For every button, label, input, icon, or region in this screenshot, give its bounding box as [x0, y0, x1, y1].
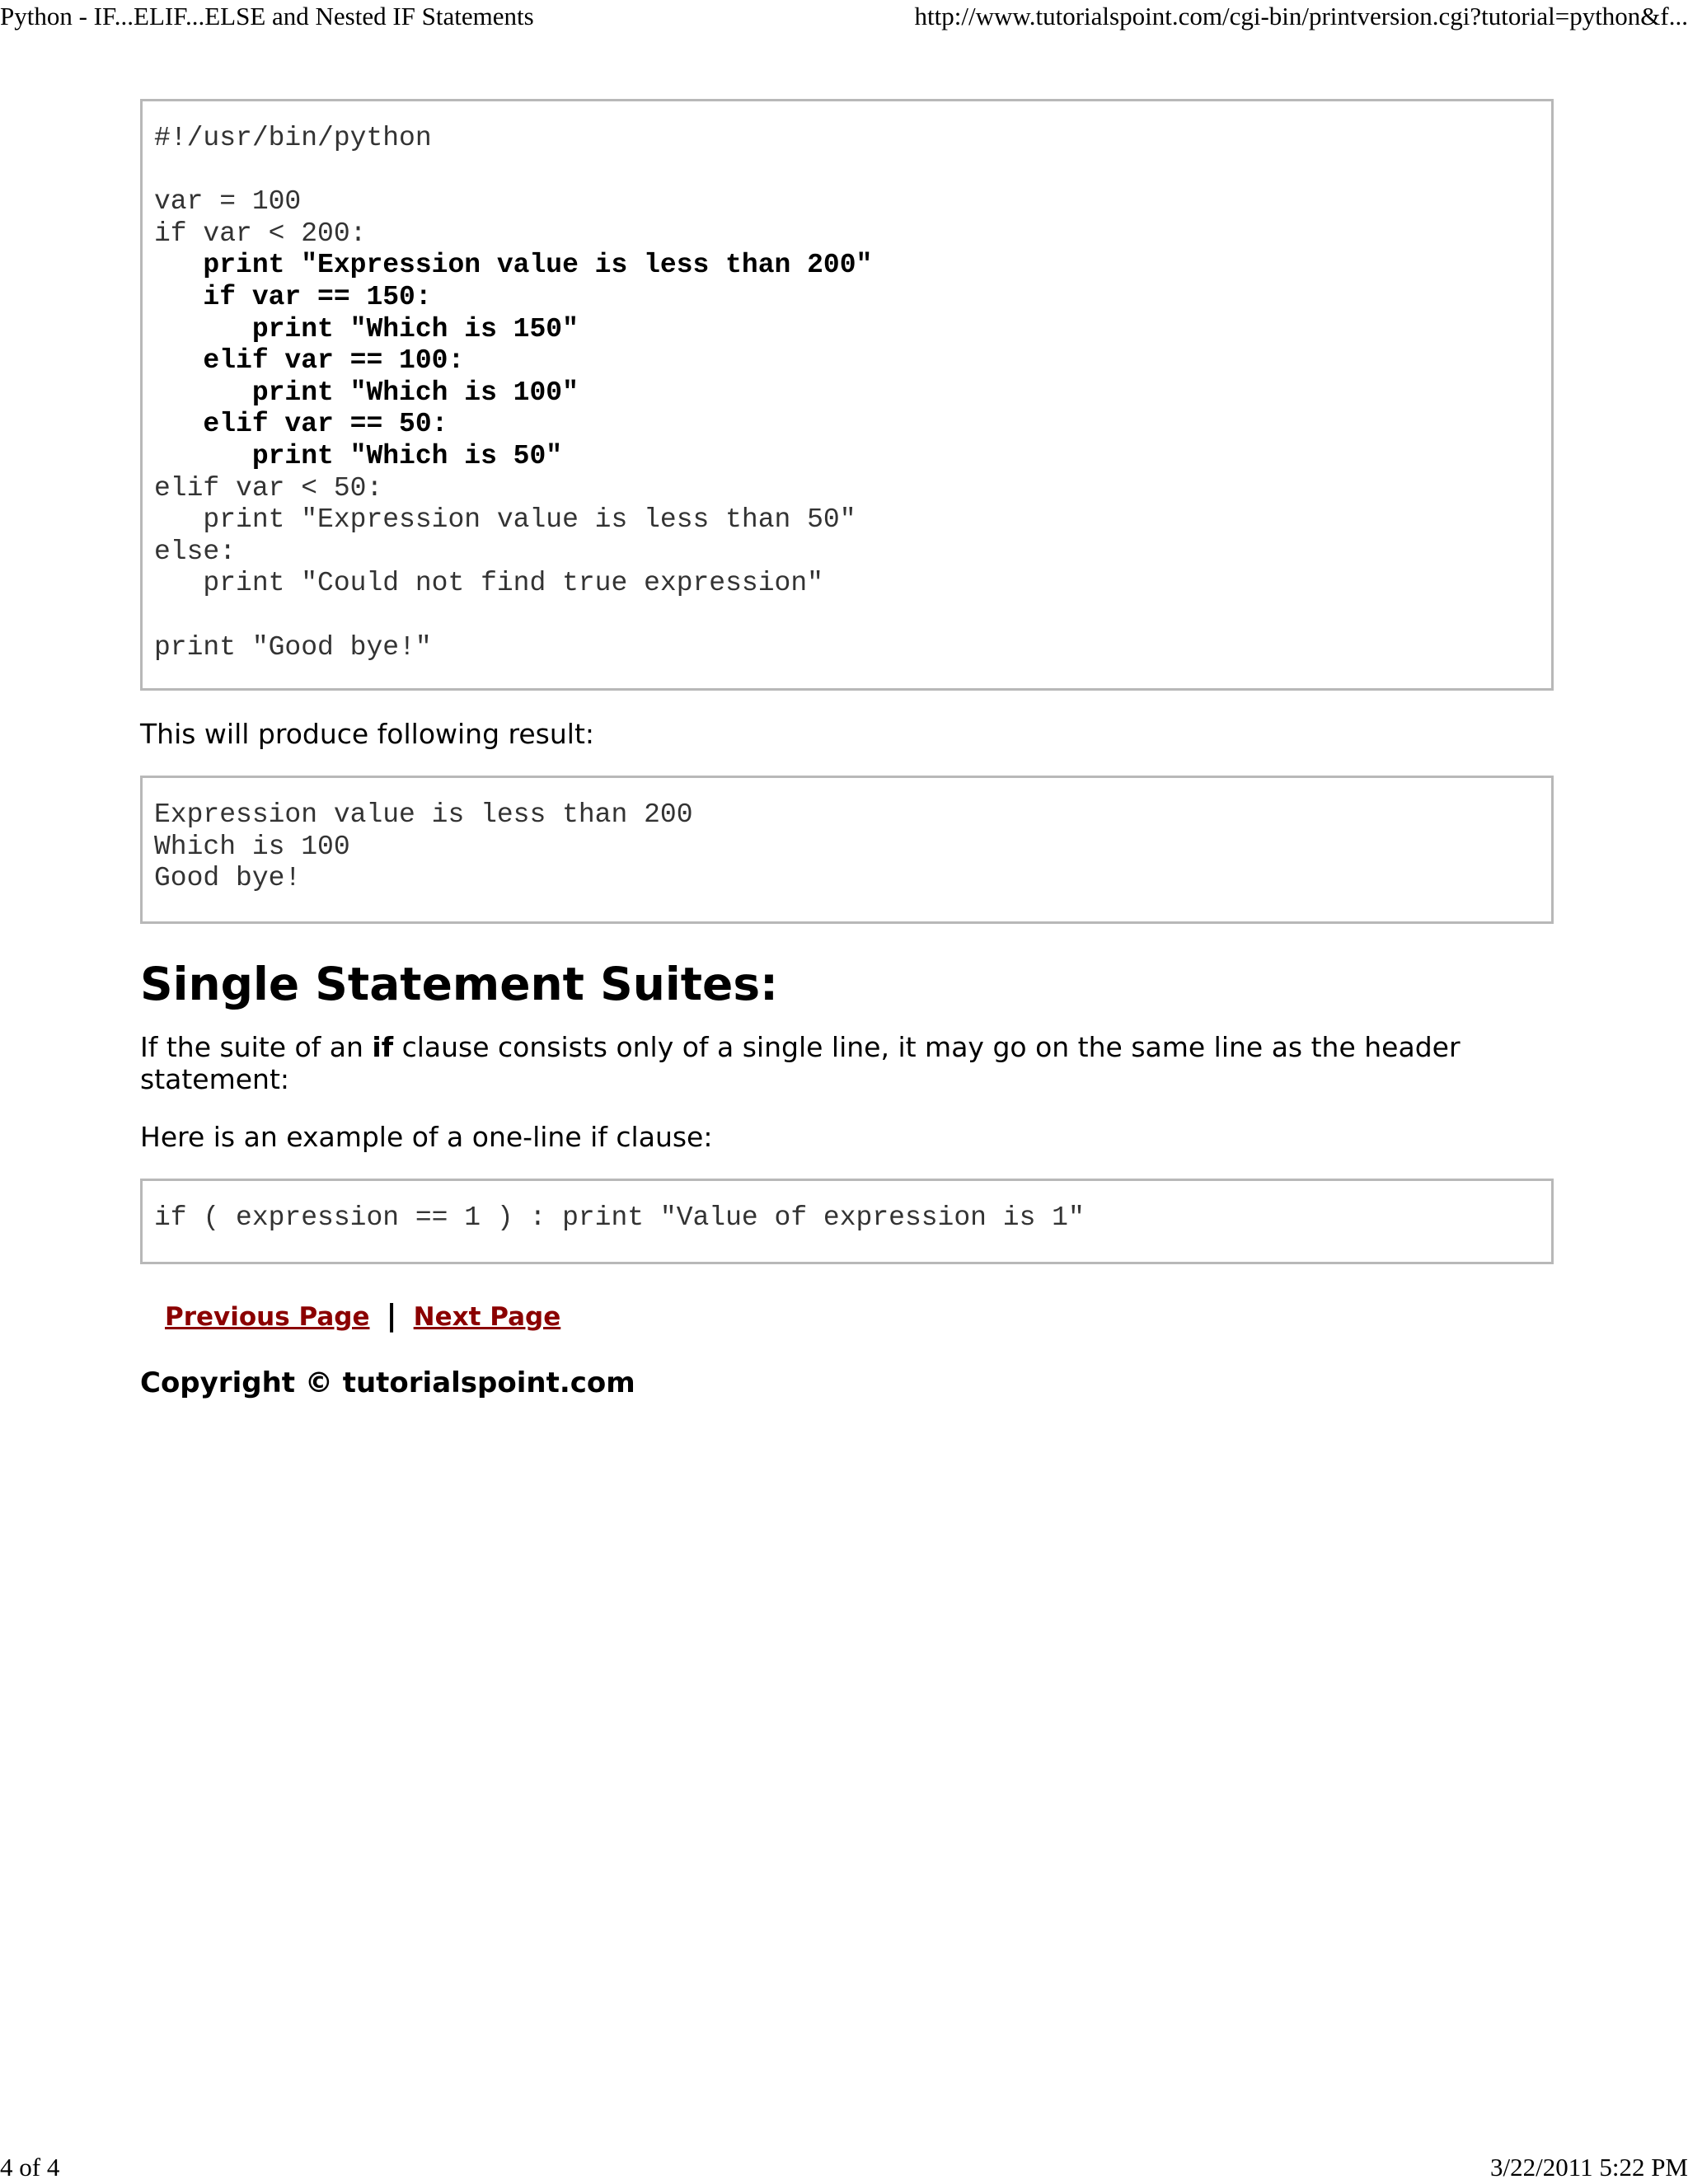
code-line: if var < 200: — [154, 218, 367, 249]
code-line: print "Which is 100" — [154, 377, 579, 408]
copyright-notice: Copyright © tutorialspoint.com — [140, 1366, 635, 1399]
code-line: else: — [154, 536, 237, 567]
print-header — [0, 0, 1688, 33]
code-line: #!/usr/bin/python — [154, 123, 432, 153]
page-count: 4 of 4 — [0, 2153, 60, 2182]
nav-separator: | — [386, 1299, 397, 1333]
code-line: print "Expression value is less than 50" — [154, 504, 856, 536]
code-line: var = 100 — [154, 186, 302, 218]
paragraph-text: If the suite of an — [140, 1031, 373, 1063]
code-block-main — [140, 99, 1554, 691]
page-title: Python - IF...ELIF...ELSE and Nested IF Statements — [0, 2, 534, 30]
code-line: print "Good bye!" — [154, 631, 432, 663]
code-line: if var == 150: — [154, 281, 432, 312]
code-line — [154, 600, 1540, 632]
paragraph-keyword: if — [372, 1031, 394, 1063]
print-timestamp: 3/22/2011 5:22 PM — [1490, 2153, 1688, 2182]
print-footer — [0, 2151, 1688, 2184]
code-line: elif var < 50: — [154, 472, 383, 504]
code-line: print "Could not find true expression" — [154, 568, 823, 599]
code-line: if ( expression == 1 ) : print "Value of expression is 1" — [154, 1202, 1085, 1233]
code-line: Expression value is less than 200 — [154, 799, 693, 830]
result-intro-text: This will produce following result: — [140, 718, 595, 750]
code-line: Which is 100 — [154, 831, 350, 862]
previous-page-link[interactable]: Previous Page — [165, 1302, 370, 1332]
section-heading: Single Statement Suites: — [140, 958, 779, 1010]
next-page-link[interactable]: Next Page — [413, 1302, 561, 1332]
code-line: elif var == 100: — [154, 345, 465, 377]
article-content — [140, 99, 1554, 1427]
code-block-output — [140, 776, 1554, 924]
code-line: print "Which is 150" — [154, 313, 579, 344]
code-line — [154, 155, 1540, 187]
code-line: elif var == 50: — [154, 409, 448, 440]
page-url: http://www.tutorialspoint.com/cgi-bin/printversion.cgi?tutorial=python&f... — [914, 2, 1688, 30]
paragraph-text: clause consists only of a single line, it may go on the same line as the header statement: — [140, 1031, 1461, 1095]
page-navigation — [140, 1297, 1554, 1335]
code-line: print "Expression value is less than 200" — [154, 250, 873, 281]
example-intro-text: Here is an example of a one-line if clause: — [140, 1121, 713, 1153]
section-paragraph — [140, 1031, 1554, 1095]
code-block-one-line — [140, 1179, 1554, 1264]
code-line: Good bye! — [154, 863, 302, 894]
code-line: print "Which is 50" — [154, 440, 563, 471]
